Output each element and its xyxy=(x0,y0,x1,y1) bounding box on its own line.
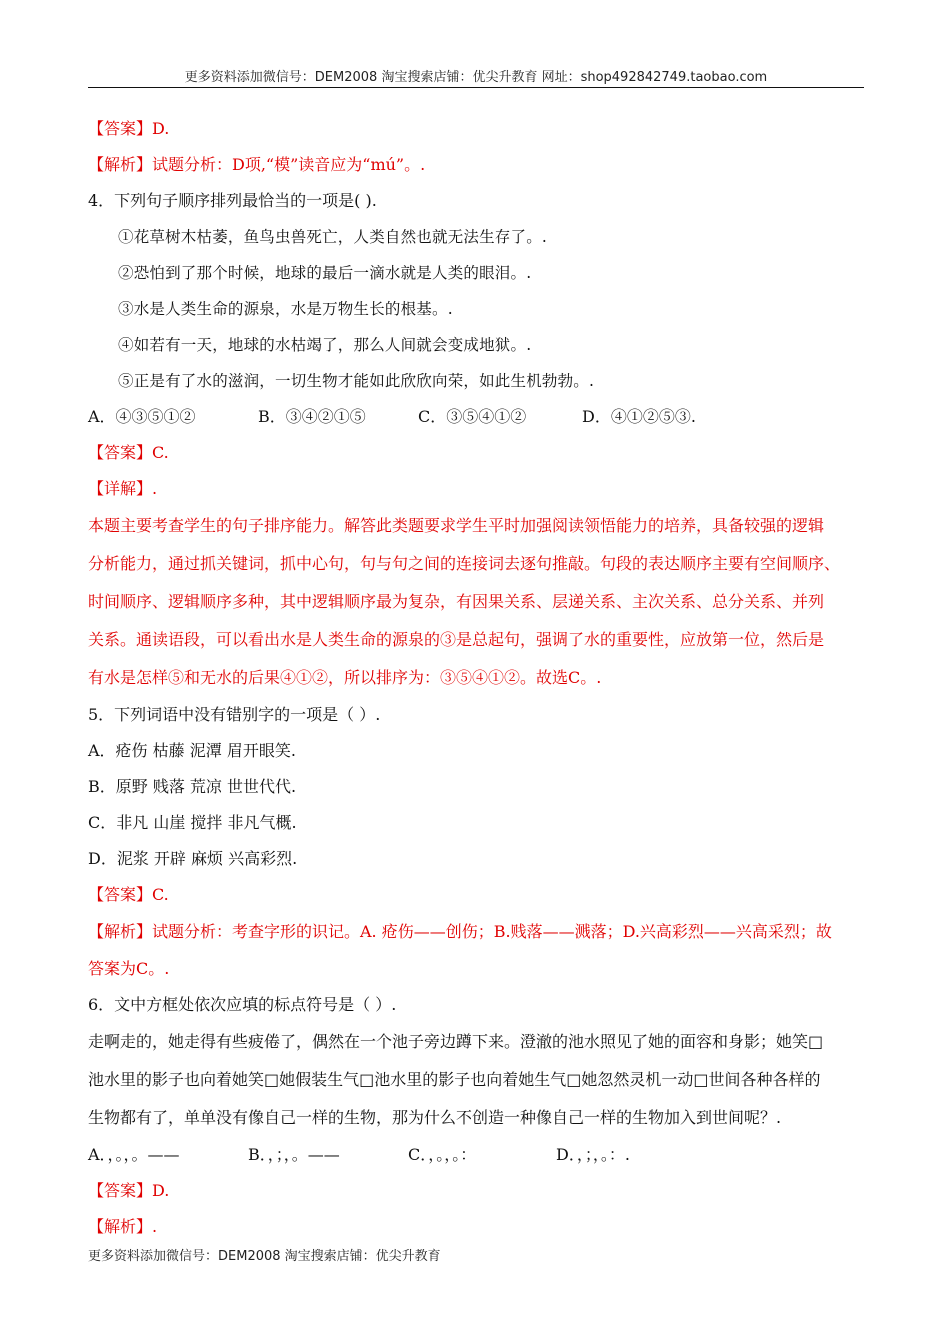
q6-option-d: D．，；，。：. xyxy=(556,1145,630,1164)
q5-option-d: D．泥浆 开辟 麻烦 兴高彩烈. xyxy=(88,849,298,868)
q5-analysis-line-1: 【解析】试题分析：考查字形的识记。A. 疮伤——创伤；B.贱落——溅落；D.兴高彩烈——兴高采烈；故 xyxy=(88,922,832,941)
q4-detail-label: 【详解】. xyxy=(88,479,158,498)
q5-option-a: A．疮伤 枯藤 泥潭 眉开眼笑. xyxy=(88,741,296,760)
q5-option-b: B．原野 贱落 荒凉 世世代代. xyxy=(88,777,297,796)
q4-stem: 4．下列句子顺序排列最恰当的一项是( ). xyxy=(88,191,377,210)
q6-analysis-label: 【解析】. xyxy=(88,1217,158,1236)
q4-sentence-1: ①花草树木枯萎，鱼鸟虫兽死亡，人类自然也就无法生存了。. xyxy=(118,228,548,246)
q6-option-a: A．，。，。—— xyxy=(88,1145,180,1164)
q4-sentence-3: ③水是人类生命的源泉，水是万物生长的根基。. xyxy=(118,300,453,318)
q5-stem: 5．下列词语中没有错别字的一项是（ ）. xyxy=(88,705,381,724)
q6-options xyxy=(88,1137,864,1173)
q4-detail-line-2: 分析能力，通过抓关键词，抓中心句，句与句之间的连接词去逐句推敲。句段的表达顺序主要有空间顺序、 xyxy=(88,554,841,573)
q4-detail-line-3: 时间顺序、逻辑顺序多种，其中逻辑顺序最为复杂，有因果关系、层递关系、主次关系、总分关系、并列 xyxy=(88,592,825,611)
q6-passage-line-2: 池水里的影子也向着她笑□她假装生气□池水里的影子也向着她生气□她忽然灵机一动□世间各种各样的 xyxy=(88,1070,821,1089)
q4-sentence-4: ④如若有一天，地球的水枯竭了，那么人间就会变成地狱。. xyxy=(118,336,532,354)
q4-options xyxy=(88,399,864,435)
q5-option-c: C．非凡 山崖 搅拌 非凡气概. xyxy=(88,813,297,832)
q6-option-c: C．，。，。： xyxy=(408,1145,477,1164)
q4-sentence-5: ⑤正是有了水的滋润，一切生物才能如此欣欣向荣，如此生机勃勃。. xyxy=(118,372,595,390)
q4-option-b: B．③④②①⑤ xyxy=(258,407,366,426)
q4-option-c: C．③⑤④①② xyxy=(418,407,527,426)
q6-option-b: B．，；，。—— xyxy=(248,1145,340,1164)
header-divider xyxy=(88,87,864,88)
q3-analysis: 【解析】试题分析：D项,“模”读音应为“mú”。. xyxy=(88,155,426,174)
q4-detail-line-1: 本题主要考查学生的句子排序能力。解答此类题要求学生平时加强阅读领悟能力的培养，具备较强的逻辑 xyxy=(88,516,825,535)
q5-answer: 【答案】C. xyxy=(88,885,169,904)
q4-option-d: D．④①②⑤③. xyxy=(582,407,696,426)
q3-answer: 【答案】D. xyxy=(88,119,170,138)
q6-passage-line-1: 走啊走的，她走得有些疲倦了，偶然在一个池子旁边蹲下来。澄澈的池水照见了她的面容和身影；她笑□ xyxy=(88,1032,824,1051)
q4-answer: 【答案】C. xyxy=(88,443,169,462)
q4-option-a: A．④③⑤①② xyxy=(88,407,196,426)
q4-detail-line-5: 有水是怎样⑤和无水的后果④①②，所以排序为：③⑤④①②。故选C。. xyxy=(88,668,602,687)
q6-passage-line-3: 生物都有了，单单没有像自己一样的生物，那为什么不创造一种像自己一样的生物加入到世间呢？. xyxy=(88,1108,782,1127)
q6-stem: 6．文中方框处依次应填的标点符号是（ ）. xyxy=(88,995,397,1014)
page-header: 更多资料添加微信号：DEM2008 淘宝搜索店铺：优尖升教育 网址：shop492842749.taobao.com xyxy=(184,70,768,85)
q5-analysis-line-2: 答案为C。. xyxy=(88,959,170,978)
page-footer: 更多资料添加微信号：DEM2008 淘宝搜索店铺：优尖升教育 xyxy=(88,1249,441,1264)
q4-sentence-2: ②恐怕到了那个时候，地球的最后一滴水就是人类的眼泪。. xyxy=(118,264,532,282)
q4-detail-line-4: 关系。通读语段，可以看出水是人类生命的源泉的③是总起句，强调了水的重要性，应放第一位，然后是 xyxy=(88,630,825,649)
document-body xyxy=(88,111,864,1245)
q6-answer: 【答案】D. xyxy=(88,1181,170,1200)
